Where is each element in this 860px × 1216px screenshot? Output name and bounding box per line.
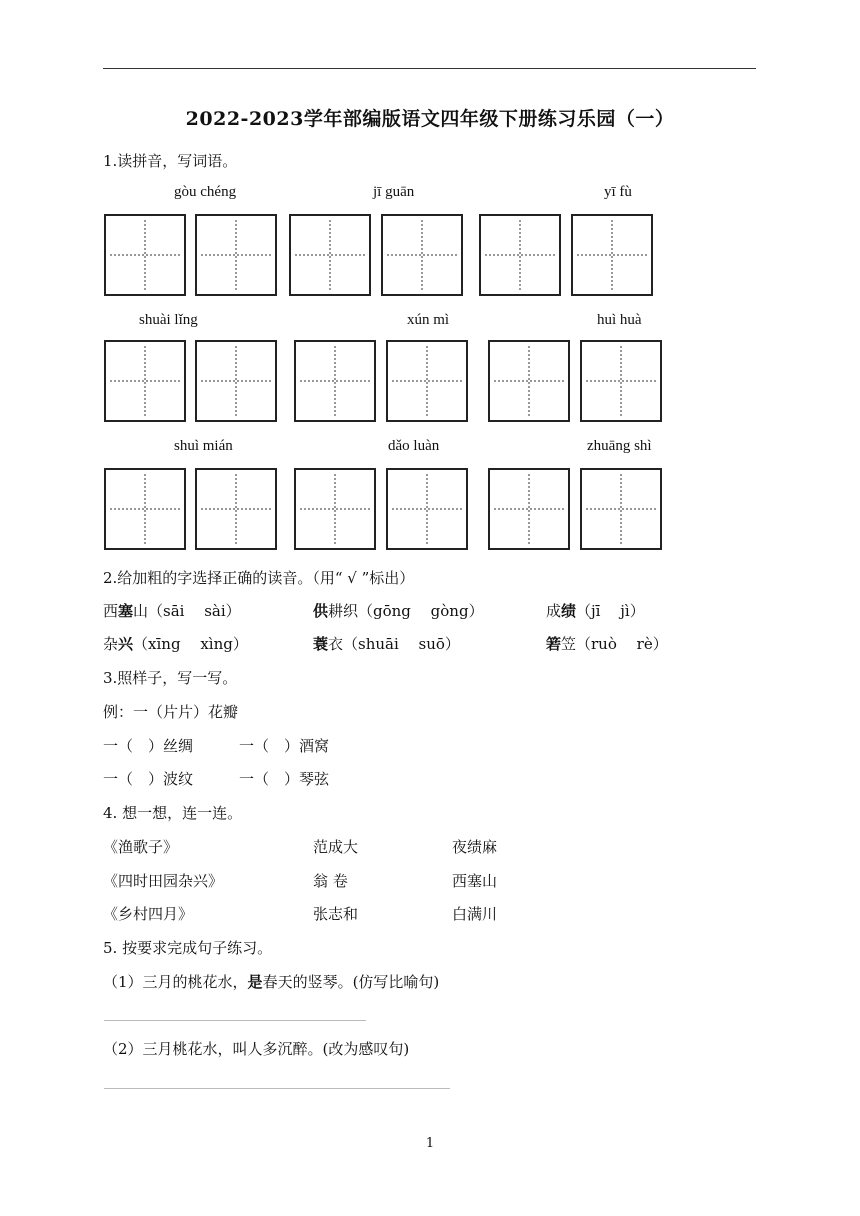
writing-grid-box[interactable] <box>294 340 376 422</box>
q3-blank[interactable]: 一（ ）琴弦 <box>239 770 330 788</box>
writing-grid-box[interactable] <box>289 214 371 296</box>
q2-item[interactable]: 箬笠（ruò rè） <box>546 635 668 653</box>
q1-pinyin: huì huà <box>597 312 642 328</box>
q4-poem-title[interactable]: 《渔歌子》 <box>103 838 179 856</box>
q4-author[interactable]: 张志和 <box>313 905 359 923</box>
q4-heading: 4. 想一想，连一连。 <box>103 804 243 822</box>
writing-grid-box[interactable] <box>386 468 468 550</box>
writing-grid-box[interactable] <box>104 340 186 422</box>
q1-pinyin: dǎo luàn <box>388 438 440 454</box>
writing-grid-box[interactable] <box>195 214 277 296</box>
q1-pinyin: gòu chéng <box>174 184 237 200</box>
q3-example: 例：一（片片）花瓣 <box>103 703 239 721</box>
page-number: 1 <box>425 1136 435 1151</box>
q1-pinyin: yī fù <box>604 184 632 200</box>
writing-grid-box[interactable] <box>580 340 662 422</box>
writing-grid-box[interactable] <box>571 214 653 296</box>
q2-item[interactable]: 供耕织（gōng gòng） <box>313 602 484 620</box>
q4-poem-title[interactable]: 《乡村四月》 <box>103 905 194 923</box>
writing-grid-box[interactable] <box>488 340 570 422</box>
q4-verse[interactable]: 白满川 <box>452 905 498 923</box>
q5-heading: 5. 按要求完成句子练习。 <box>103 939 273 957</box>
writing-grid-box[interactable] <box>104 468 186 550</box>
answer-line[interactable] <box>104 1020 366 1021</box>
writing-grid-box[interactable] <box>580 468 662 550</box>
q2-item[interactable]: 西塞山（sāi sài） <box>103 602 241 620</box>
writing-grid-box[interactable] <box>195 468 277 550</box>
writing-grid-box[interactable] <box>479 214 561 296</box>
q4-verse[interactable]: 西塞山 <box>452 872 498 890</box>
q5-sentence-1: （1）三月的桃花水，是春天的竖琴。(仿写比喻句) <box>103 973 440 991</box>
writing-grid-box[interactable] <box>294 468 376 550</box>
q1-pinyin: shuài lǐng <box>139 312 198 328</box>
q4-poem-title[interactable]: 《四时田园杂兴》 <box>103 872 224 890</box>
q1-pinyin: xún mì <box>407 312 450 328</box>
q1-pinyin: jī guān <box>373 184 415 200</box>
q3-blank[interactable]: 一（ ）波纹 <box>103 770 194 788</box>
q3-heading: 3.照样子，写一写。 <box>103 669 238 687</box>
writing-grid-box[interactable] <box>381 214 463 296</box>
q2-heading: 2.给加粗的字选择正确的读音。（用“ √ ”标出） <box>103 569 415 587</box>
writing-grid-box[interactable] <box>195 340 277 422</box>
q3-blank[interactable]: 一（ ）酒窝 <box>239 737 330 755</box>
writing-grid-box[interactable] <box>488 468 570 550</box>
q1-pinyin: zhuāng shì <box>587 438 652 454</box>
writing-grid-box[interactable] <box>386 340 468 422</box>
answer-line[interactable] <box>104 1088 450 1089</box>
q1-pinyin: shuì mián <box>174 438 233 454</box>
q2-item[interactable]: 蓑衣（shuāi suō） <box>313 635 460 653</box>
page-title: 2022-2023学年部编版语文四年级下册练习乐园（一） <box>185 108 675 130</box>
q3-blank[interactable]: 一（ ）丝绸 <box>103 737 194 755</box>
writing-grid-box[interactable] <box>104 214 186 296</box>
q4-verse[interactable]: 夜绩麻 <box>452 838 498 856</box>
header-rule <box>103 68 756 69</box>
q4-author[interactable]: 翁 卷 <box>313 872 348 890</box>
q1-heading: 1.读拼音，写词语。 <box>103 152 238 170</box>
q5-sentence-2: （2）三月桃花水，叫人多沉醉。(改为感叹句) <box>103 1040 410 1058</box>
q4-author[interactable]: 范成大 <box>313 838 359 856</box>
q2-item[interactable]: 成绩（jī jì） <box>546 602 645 620</box>
q2-item[interactable]: 杂兴（xīng xìng） <box>103 635 248 653</box>
